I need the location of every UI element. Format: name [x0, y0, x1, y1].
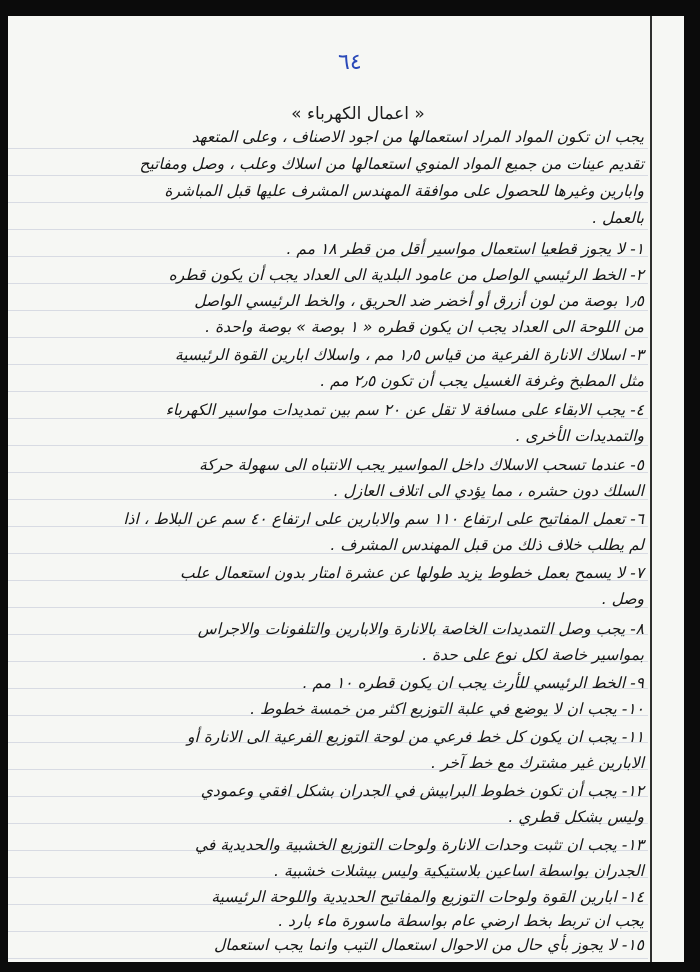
item-4-line-2: والتمديدات الأخرى . [515, 427, 644, 445]
item-2-line-3: من اللوحة الى العداد يجب ان يكون قطره « ١ بوصة » بوصة واحدة . [205, 318, 644, 336]
item-3-line-1: ٣- اسلاك الانارة الفرعية من قياس ١٫٥ مم ، واسلاك ابارين القوة الرئيسية [174, 346, 644, 364]
intro-line-1: يجب ان تكون المواد المراد استعمالها من اجود الاصناف ، وعلى المتعهد [191, 128, 644, 146]
item-12-line-2: وليس بشكل قطري . [508, 808, 644, 826]
item-14-line-1: ١٤- ابارين القوة ولوحات التوزيع والمفاتيح الحديدية واللوحة الرئيسية [211, 888, 644, 906]
paper-rule-line [8, 364, 648, 365]
item-7-line-1: ٧- لا يسمح بعمل خطوط يزيد طولها عن عشرة امتار بدون استعمال علب [180, 564, 644, 582]
item-14-line-2: يجب ان تربط بخط ارضي عام بواسطة ماسورة ماء بارد . [278, 912, 644, 930]
margin-line [650, 16, 652, 962]
item-11-line-1: ١١- يجب ان يكون كل خط فرعي من لوحة التوزيع الفرعية الى الانارة أو [186, 728, 644, 746]
item-13-line-2: الجدران بواسطة اساعين بلاستيكية وليس بيشلات خشبية . [274, 862, 644, 880]
paper-rule-line [8, 148, 648, 149]
item-5-line-2: السلك دون حشره ، مما يؤدي الى اتلاف العازل . [333, 482, 644, 500]
item-3-line-2: مثل المطبخ وغرفة الغسيل يجب أن تكون ٢٫٥ مم . [320, 372, 644, 390]
document-title: « اعمال الكهرباء » [291, 104, 425, 124]
paper-rule-line [8, 337, 648, 338]
item-12-line-1: ١٢- يجب أن تكون خطوط البرابيش في الجدران بشكل افقي وعمودي [200, 782, 644, 800]
paper-rule-line [8, 931, 648, 932]
document-page [8, 16, 684, 962]
paper-rule-line [8, 607, 648, 608]
paper-rule-line [8, 229, 648, 230]
item-13-line-1: ١٣- يجب ان تثبت وحدات الانارة ولوحات التوزيع الخشبية والحديدية في [195, 836, 644, 854]
item-4-line-1: ٤- يجب الابقاء على مسافة لا تقل عن ٢٠ سم بين تمديدات مواسير الكهرباء [165, 401, 644, 419]
paper-rule-line [8, 445, 648, 446]
paper-rule-line [8, 175, 648, 176]
paper-rule-line [8, 391, 648, 392]
item-7-line-2: وصل . [601, 590, 644, 608]
item-9-line-1: ٩- الخط الرئيسي للأرث يجب ان يكون قطره ١٠ مم . [302, 674, 644, 692]
intro-line-4: بالعمل . [592, 209, 644, 227]
item-6-line-2: لم يطلب خلاف ذلك من قبل المهندس المشرف . [330, 536, 644, 554]
intro-line-2: تقديم عينات من جميع المواد المنوي استعمالها من اسلاك وعلب ، وصل ومفاتيح [139, 155, 644, 173]
intro-line-3: وابارين وغيرها للحصول على موافقة المهندس المشرف عليها قبل المباشرة [164, 182, 644, 200]
item-1-line-1: ١- لا يجوز قطعيا استعمال مواسير أقل من قطر ١٨ مم . [286, 240, 644, 258]
item-11-line-2: الابارين غير مشترك مع خط آخر . [430, 754, 644, 772]
paper-rule-line [8, 310, 648, 311]
item-5-line-1: ٥- عندما تسحب الاسلاك داخل المواسير يجب الانتباه الى سهولة حركة [199, 456, 644, 474]
item-2-line-2: ١٫٥ بوصة من لون أزرق أو أخضر ضد الحريق ، والخط الرئيسي الواصل [194, 292, 644, 310]
item-10-line-1: ١٠- يجب ان لا يوضع في علبة التوزيع اكثر من خمسة خطوط . [250, 700, 644, 718]
item-6-line-1: ٦- تعمل المفاتيح على ارتفاع ١١٠ سم والابارين على ارتفاع ٤٠ سم عن البلاط ، اذا [123, 510, 644, 528]
paper-rule-line [8, 958, 648, 959]
item-15-line-1: ١٥- لا يجوز بأي حال من الاحوال استعمال التيب وانما يجب استعمال [214, 936, 644, 954]
page-number: ٦٤ [338, 50, 362, 75]
item-2-line-1: ٢- الخط الرئيسي الواصل من عامود البلدية الى العداد يجب أن يكون قطره [168, 266, 644, 284]
item-8-line-2: بمواسير خاصة لكل نوع على حدة . [422, 646, 644, 664]
paper-rule-line [8, 202, 648, 203]
item-8-line-1: ٨- يجب وصل التمديدات الخاصة بالانارة والابارين والتلفونات والاجراس [197, 620, 644, 638]
